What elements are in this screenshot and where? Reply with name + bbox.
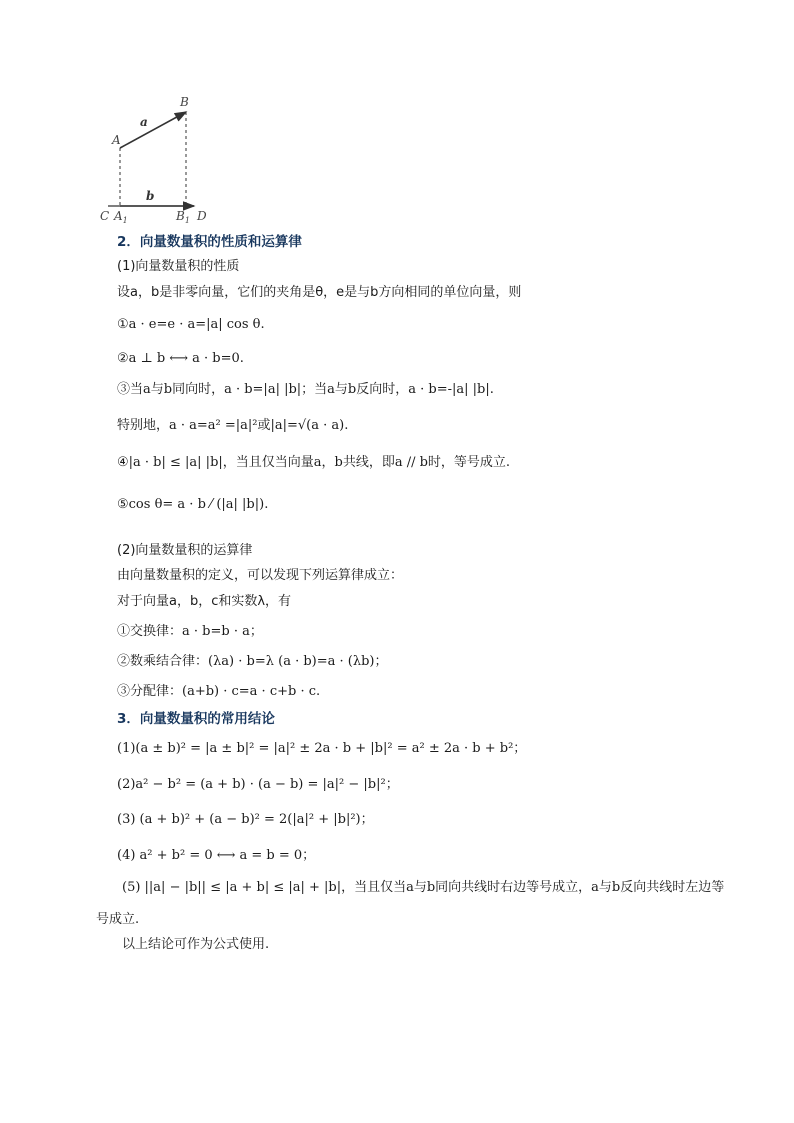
section-3-heading: 3．向量数量积的常用结论 (117, 711, 275, 727)
conclusion-1: (1)(a ± b)² = |a ± b|² = |a|² ± 2a · b + |b|² = a² ± 2a · b + b²； (117, 741, 527, 756)
subsection-laws-title: (2)向量数量积的运算律 (117, 543, 253, 558)
laws-intro: 由向量数量积的定义，可以发现下列运算律成立： (117, 568, 404, 583)
label-A1: $A_1$ (114, 209, 128, 225)
properties-intro: 设a，b是非零向量，它们的夹角是θ，e是与b方向相同的单位向量，则 (117, 285, 522, 300)
label-B1-subscript: 1 (184, 216, 190, 225)
law-scalar-associative: ②数乘结合律：(λa) · b=λ (a · b)=a · (λb)； (117, 654, 388, 669)
label-C: C (100, 209, 110, 223)
conclusion-4: (4) a² + b² = 0 ⟷ a = b = 0； (117, 848, 316, 863)
vector-projection-figure (96, 92, 216, 228)
vector-a-arrow (120, 112, 186, 148)
law-distributive: ③分配律：(a+b) · c=a · c+b · c. (117, 684, 321, 699)
conclusion-3: (3) (a + b)² + (a − b)² = 2(|a|² + |b|²)； (117, 812, 374, 827)
conclusion-5-line-1: (5) ||a| − |b|| ≤ |a + b| ≤ |a| + |b|，当且仅当a与b同向共线时右边等号成立，a与b反向共线时左边等 (122, 880, 725, 895)
label-A1-subscript: 1 (122, 216, 128, 225)
label-vector-b: b (146, 189, 155, 203)
property-4: ④|a · b| ≤ |a| |b|，当且仅当向量a，b共线，即a // b时，等号成立. (117, 455, 511, 470)
conclusion-2: (2)a² − b² = (a + b) · (a − b) = |a|² − |b|²； (117, 777, 399, 792)
subsection-properties-title: (1)向量数量积的性质 (117, 259, 240, 274)
property-2: ②a ⊥ b ⟷ a · b=0. (117, 351, 244, 366)
label-B: B (180, 95, 189, 109)
property-1: ①a · e=e · a=|a| cos θ. (117, 317, 265, 332)
label-vector-a: a (140, 115, 148, 129)
label-D: D (197, 209, 207, 223)
law-commutative: ①交换律：a · b=b · a； (117, 624, 263, 639)
property-5: ⑤cos θ= a · b ⁄ (|a| |b|). (117, 497, 269, 512)
section-2-heading: 2．向量数量积的性质和运算律 (117, 234, 302, 250)
closing-remark: 以上结论可作为公式使用. (122, 937, 270, 952)
property-special-case: 特别地，a · a=a² =|a|²或|a|=√(a · a). (117, 418, 349, 433)
property-3: ③当a与b同向时，a · b=|a| |b|；当a与b反向时，a · b=-|a| |b|. (117, 382, 494, 397)
laws-for-statement: 对于向量a，b，c和实数λ，有 (117, 594, 292, 609)
conclusion-5-line-2: 号成立. (96, 912, 140, 927)
label-B1: $B_1$ (176, 209, 190, 225)
label-A: A (112, 133, 121, 147)
